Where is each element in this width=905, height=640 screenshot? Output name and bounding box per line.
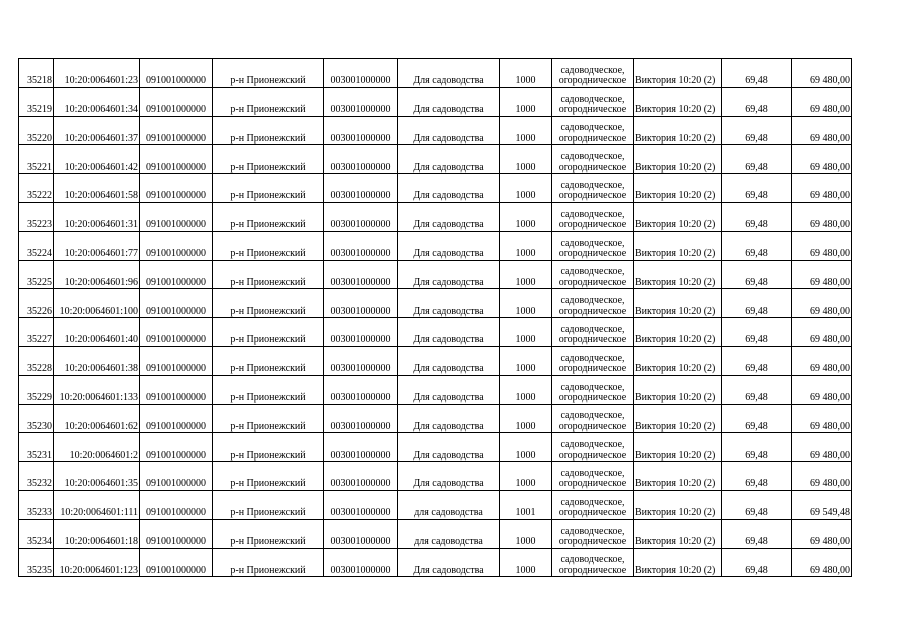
okato-code-cell: 091001000000 <box>140 202 213 231</box>
district-cell: р-н Прионежский <box>213 174 324 203</box>
specific-value-cell: 69,48 <box>722 490 792 519</box>
association-cell: Виктория 10:20 (2) <box>634 433 722 462</box>
okato-code-cell: 091001000000 <box>140 87 213 116</box>
land-use-line: огородническое <box>558 536 627 548</box>
permitted-use-cell: Для садоводства <box>398 404 500 433</box>
cadastral-number-cell: 10:20:0064601:62 <box>54 404 140 433</box>
area-cell: 1000 <box>500 174 552 203</box>
cadastral-value-cell: 69 480,00 <box>792 174 852 203</box>
cadastral-number-cell: 10:20:0064601:123 <box>54 548 140 577</box>
settlement-code-cell: 003001000000 <box>324 231 398 260</box>
cadastral-number-cell: 10:20:0064601:111 <box>54 490 140 519</box>
row-number-cell: 35233 <box>19 490 54 519</box>
land-use-line: огородническое <box>558 104 627 116</box>
land-use-line: садоводческое, <box>560 237 625 249</box>
area-cell: 1000 <box>500 433 552 462</box>
association-cell: Виктория 10:20 (2) <box>634 490 722 519</box>
specific-value-cell: 69,48 <box>722 462 792 491</box>
okato-code-cell: 091001000000 <box>140 289 213 318</box>
district-cell: р-н Прионежский <box>213 87 324 116</box>
land-use-line: огородническое <box>558 449 627 461</box>
settlement-code-cell: 003001000000 <box>324 433 398 462</box>
okato-code-cell: 091001000000 <box>140 462 213 491</box>
land-use-line: садоводческое, <box>560 352 625 364</box>
association-cell: Виктория 10:20 (2) <box>634 375 722 404</box>
land-use-line: садоводческое, <box>560 496 625 508</box>
area-cell: 1000 <box>500 116 552 145</box>
okato-code-cell: 091001000000 <box>140 490 213 519</box>
table-row <box>19 404 852 433</box>
specific-value-cell: 69,48 <box>722 289 792 318</box>
cadastral-value-cell: 69 480,00 <box>792 404 852 433</box>
district-cell: р-н Прионежский <box>213 519 324 548</box>
land-use-type-cell <box>552 174 634 203</box>
table-row <box>19 318 852 347</box>
cadastral-value-cell: 69 549,48 <box>792 490 852 519</box>
row-number-cell: 35229 <box>19 375 54 404</box>
association-cell: Виктория 10:20 (2) <box>634 548 722 577</box>
district-cell: р-н Прионежский <box>213 462 324 491</box>
specific-value-cell: 69,48 <box>722 231 792 260</box>
okato-code-cell: 091001000000 <box>140 116 213 145</box>
settlement-code-cell: 003001000000 <box>324 116 398 145</box>
table-row <box>19 116 852 145</box>
cadastral-number-cell: 10:20:0064601:34 <box>54 87 140 116</box>
row-number-cell: 35219 <box>19 87 54 116</box>
cadastral-number-cell: 10:20:0064601:31 <box>54 202 140 231</box>
cadastral-number-cell: 10:20:0064601:77 <box>54 231 140 260</box>
land-use-type-cell <box>552 462 634 491</box>
table-row <box>19 202 852 231</box>
permitted-use-cell: Для садоводства <box>398 59 500 88</box>
okato-code-cell: 091001000000 <box>140 174 213 203</box>
specific-value-cell: 69,48 <box>722 346 792 375</box>
specific-value-cell: 69,48 <box>722 59 792 88</box>
association-cell: Виктория 10:20 (2) <box>634 289 722 318</box>
association-cell: Виктория 10:20 (2) <box>634 260 722 289</box>
specific-value-cell: 69,48 <box>722 174 792 203</box>
cadastral-number-cell: 10:20:0064601:38 <box>54 346 140 375</box>
land-use-line: огородническое <box>558 305 627 317</box>
cadastral-value-cell: 69 480,00 <box>792 548 852 577</box>
specific-value-cell: 69,48 <box>722 260 792 289</box>
permitted-use-cell: Для садоводства <box>398 548 500 577</box>
settlement-code-cell: 003001000000 <box>324 519 398 548</box>
table-row <box>19 346 852 375</box>
association-cell: Виктория 10:20 (2) <box>634 116 722 145</box>
settlement-code-cell: 003001000000 <box>324 202 398 231</box>
district-cell: р-н Прионежский <box>213 375 324 404</box>
okato-code-cell: 091001000000 <box>140 318 213 347</box>
land-use-type-cell <box>552 260 634 289</box>
specific-value-cell: 69,48 <box>722 145 792 174</box>
okato-code-cell: 091001000000 <box>140 59 213 88</box>
cadastral-number-cell: 10:20:0064601:35 <box>54 462 140 491</box>
area-cell: 1000 <box>500 260 552 289</box>
row-number-cell: 35223 <box>19 202 54 231</box>
district-cell: р-н Прионежский <box>213 346 324 375</box>
area-cell: 1000 <box>500 87 552 116</box>
area-cell: 1000 <box>500 375 552 404</box>
row-number-cell: 35224 <box>19 231 54 260</box>
specific-value-cell: 69,48 <box>722 433 792 462</box>
row-number-cell: 35230 <box>19 404 54 433</box>
cadastral-number-cell: 10:20:0064601:96 <box>54 260 140 289</box>
row-number-cell: 35227 <box>19 318 54 347</box>
land-use-line: садоводческое, <box>560 467 625 479</box>
district-cell: р-н Прионежский <box>213 116 324 145</box>
land-use-line: огородническое <box>558 420 627 432</box>
specific-value-cell: 69,48 <box>722 375 792 404</box>
area-cell: 1000 <box>500 289 552 318</box>
permitted-use-cell: Для садоводства <box>398 433 500 462</box>
row-number-cell: 35235 <box>19 548 54 577</box>
land-use-line: огородническое <box>558 478 627 490</box>
land-use-line: огородническое <box>558 507 627 519</box>
land-use-type-cell <box>552 433 634 462</box>
cadastral-value-cell: 69 480,00 <box>792 462 852 491</box>
permitted-use-cell: Для садоводства <box>398 289 500 318</box>
area-cell: 1000 <box>500 519 552 548</box>
land-use-line: садоводческое, <box>560 525 625 537</box>
cadastral-number-cell: 10:20:0064601:37 <box>54 116 140 145</box>
cadastral-number-cell: 10:20:0064601:42 <box>54 145 140 174</box>
district-cell: р-н Прионежский <box>213 231 324 260</box>
table-row <box>19 174 852 203</box>
row-number-cell: 35222 <box>19 174 54 203</box>
area-cell: 1000 <box>500 231 552 260</box>
table-row <box>19 59 852 88</box>
settlement-code-cell: 003001000000 <box>324 260 398 289</box>
settlement-code-cell: 003001000000 <box>324 87 398 116</box>
land-use-line: садоводческое, <box>560 179 625 191</box>
row-number-cell: 35220 <box>19 116 54 145</box>
cadastral-number-cell: 10:20:0064601:2 <box>54 433 140 462</box>
area-cell: 1000 <box>500 59 552 88</box>
specific-value-cell: 69,48 <box>722 318 792 347</box>
land-use-line: огородническое <box>558 564 627 576</box>
land-use-line: огородническое <box>558 363 627 375</box>
okato-code-cell: 091001000000 <box>140 433 213 462</box>
cadastral-value-cell: 69 480,00 <box>792 433 852 462</box>
land-use-line: садоводческое, <box>560 554 625 566</box>
settlement-code-cell: 003001000000 <box>324 375 398 404</box>
row-number-cell: 35231 <box>19 433 54 462</box>
permitted-use-cell: Для садоводства <box>398 145 500 174</box>
table-row <box>19 548 852 577</box>
specific-value-cell: 69,48 <box>722 548 792 577</box>
land-use-type-cell <box>552 548 634 577</box>
land-use-line: огородническое <box>558 392 627 404</box>
table-row <box>19 375 852 404</box>
row-number-cell: 35221 <box>19 145 54 174</box>
district-cell: р-н Прионежский <box>213 145 324 174</box>
cadastral-value-cell: 69 480,00 <box>792 145 852 174</box>
land-use-type-cell <box>552 116 634 145</box>
settlement-code-cell: 003001000000 <box>324 174 398 203</box>
okato-code-cell: 091001000000 <box>140 346 213 375</box>
district-cell: р-н Прионежский <box>213 490 324 519</box>
cadastral-number-cell: 10:20:0064601:23 <box>54 59 140 88</box>
land-use-line: садоводческое, <box>560 410 625 422</box>
specific-value-cell: 69,48 <box>722 519 792 548</box>
district-cell: р-н Прионежский <box>213 318 324 347</box>
land-use-type-cell <box>552 375 634 404</box>
land-use-type-cell <box>552 519 634 548</box>
land-use-line: огородническое <box>558 132 627 144</box>
area-cell: 1000 <box>500 548 552 577</box>
row-number-cell: 35225 <box>19 260 54 289</box>
cadastral-number-cell: 10:20:0064601:58 <box>54 174 140 203</box>
land-use-line: садоводческое, <box>560 122 625 134</box>
district-cell: р-н Прионежский <box>213 289 324 318</box>
land-use-line: огородническое <box>558 334 627 346</box>
land-use-line: садоводческое, <box>560 208 625 220</box>
association-cell: Виктория 10:20 (2) <box>634 87 722 116</box>
district-cell: р-н Прионежский <box>213 59 324 88</box>
land-use-type-cell <box>552 231 634 260</box>
cadastral-value-cell: 69 480,00 <box>792 346 852 375</box>
table-row <box>19 145 852 174</box>
land-use-line: садоводческое, <box>560 93 625 105</box>
cadastral-value-cell: 69 480,00 <box>792 116 852 145</box>
cadastral-value-cell: 69 480,00 <box>792 231 852 260</box>
land-use-type-cell <box>552 202 634 231</box>
okato-code-cell: 091001000000 <box>140 404 213 433</box>
land-use-line: садоводческое, <box>560 439 625 451</box>
table-row <box>19 231 852 260</box>
permitted-use-cell: Для садоводства <box>398 462 500 491</box>
okato-code-cell: 091001000000 <box>140 145 213 174</box>
association-cell: Виктория 10:20 (2) <box>634 174 722 203</box>
land-use-line: огородническое <box>558 219 627 231</box>
table-body <box>19 59 852 577</box>
permitted-use-cell: Для садоводства <box>398 346 500 375</box>
row-number-cell: 35232 <box>19 462 54 491</box>
association-cell: Виктория 10:20 (2) <box>634 318 722 347</box>
settlement-code-cell: 003001000000 <box>324 346 398 375</box>
settlement-code-cell: 003001000000 <box>324 318 398 347</box>
row-number-cell: 35228 <box>19 346 54 375</box>
row-number-cell: 35218 <box>19 59 54 88</box>
land-use-type-cell <box>552 346 634 375</box>
district-cell: р-н Прионежский <box>213 548 324 577</box>
settlement-code-cell: 003001000000 <box>324 145 398 174</box>
cadastral-value-cell: 69 480,00 <box>792 519 852 548</box>
land-use-line: садоводческое, <box>560 64 625 76</box>
cadastral-value-cell: 69 480,00 <box>792 87 852 116</box>
permitted-use-cell: Для садоводства <box>398 375 500 404</box>
settlement-code-cell: 003001000000 <box>324 404 398 433</box>
permitted-use-cell: для садоводства <box>398 490 500 519</box>
table-row <box>19 490 852 519</box>
land-use-type-cell <box>552 87 634 116</box>
land-use-line: садоводческое, <box>560 381 625 393</box>
permitted-use-cell: Для садоводства <box>398 231 500 260</box>
land-use-line: огородническое <box>558 161 627 173</box>
specific-value-cell: 69,48 <box>722 87 792 116</box>
okato-code-cell: 091001000000 <box>140 375 213 404</box>
settlement-code-cell: 003001000000 <box>324 59 398 88</box>
settlement-code-cell: 003001000000 <box>324 490 398 519</box>
cadastral-value-cell: 69 480,00 <box>792 59 852 88</box>
settlement-code-cell: 003001000000 <box>324 462 398 491</box>
land-use-line: огородническое <box>558 276 627 288</box>
land-use-type-cell <box>552 318 634 347</box>
cadastral-number-cell: 10:20:0064601:100 <box>54 289 140 318</box>
area-cell: 1000 <box>500 462 552 491</box>
permitted-use-cell: Для садоводства <box>398 116 500 145</box>
area-cell: 1001 <box>500 490 552 519</box>
association-cell: Виктория 10:20 (2) <box>634 145 722 174</box>
land-use-line: огородническое <box>558 75 627 87</box>
cadastral-value-table <box>18 58 852 577</box>
association-cell: Виктория 10:20 (2) <box>634 404 722 433</box>
land-use-type-cell <box>552 404 634 433</box>
cadastral-value-cell: 69 480,00 <box>792 318 852 347</box>
permitted-use-cell: Для садоводства <box>398 202 500 231</box>
table-row <box>19 433 852 462</box>
row-number-cell: 35226 <box>19 289 54 318</box>
district-cell: р-н Прионежский <box>213 202 324 231</box>
district-cell: р-н Прионежский <box>213 433 324 462</box>
land-use-line: садоводческое, <box>560 295 625 307</box>
association-cell: Виктория 10:20 (2) <box>634 59 722 88</box>
okato-code-cell: 091001000000 <box>140 519 213 548</box>
table-row <box>19 462 852 491</box>
land-use-type-cell <box>552 289 634 318</box>
table-row <box>19 519 852 548</box>
permitted-use-cell: Для садоводства <box>398 174 500 203</box>
cadastral-number-cell: 10:20:0064601:18 <box>54 519 140 548</box>
land-use-line: садоводческое, <box>560 323 625 335</box>
area-cell: 1000 <box>500 404 552 433</box>
land-use-line: садоводческое, <box>560 151 625 163</box>
okato-code-cell: 091001000000 <box>140 231 213 260</box>
permitted-use-cell: Для садоводства <box>398 87 500 116</box>
settlement-code-cell: 003001000000 <box>324 548 398 577</box>
cadastral-number-cell: 10:20:0064601:40 <box>54 318 140 347</box>
land-use-type-cell <box>552 490 634 519</box>
land-use-type-cell <box>552 145 634 174</box>
association-cell: Виктория 10:20 (2) <box>634 519 722 548</box>
okato-code-cell: 091001000000 <box>140 260 213 289</box>
cadastral-number-cell: 10:20:0064601:133 <box>54 375 140 404</box>
cadastral-value-cell: 69 480,00 <box>792 260 852 289</box>
permitted-use-cell: для садоводства <box>398 519 500 548</box>
land-use-line: садоводческое, <box>560 266 625 278</box>
cadastral-value-cell: 69 480,00 <box>792 289 852 318</box>
association-cell: Виктория 10:20 (2) <box>634 231 722 260</box>
land-use-line: огородническое <box>558 190 627 202</box>
land-use-line: огородническое <box>558 248 627 260</box>
area-cell: 1000 <box>500 318 552 347</box>
association-cell: Виктория 10:20 (2) <box>634 346 722 375</box>
district-cell: р-н Прионежский <box>213 404 324 433</box>
cadastral-value-cell: 69 480,00 <box>792 375 852 404</box>
table-row <box>19 260 852 289</box>
area-cell: 1000 <box>500 145 552 174</box>
table-row <box>19 289 852 318</box>
row-number-cell: 35234 <box>19 519 54 548</box>
area-cell: 1000 <box>500 202 552 231</box>
association-cell: Виктория 10:20 (2) <box>634 202 722 231</box>
area-cell: 1000 <box>500 346 552 375</box>
okato-code-cell: 091001000000 <box>140 548 213 577</box>
settlement-code-cell: 003001000000 <box>324 289 398 318</box>
specific-value-cell: 69,48 <box>722 404 792 433</box>
permitted-use-cell: Для садоводства <box>398 260 500 289</box>
table-row <box>19 87 852 116</box>
permitted-use-cell: Для садоводства <box>398 318 500 347</box>
cadastral-value-cell: 69 480,00 <box>792 202 852 231</box>
specific-value-cell: 69,48 <box>722 116 792 145</box>
district-cell: р-н Прионежский <box>213 260 324 289</box>
specific-value-cell: 69,48 <box>722 202 792 231</box>
land-use-type-cell <box>552 59 634 88</box>
association-cell: Виктория 10:20 (2) <box>634 462 722 491</box>
